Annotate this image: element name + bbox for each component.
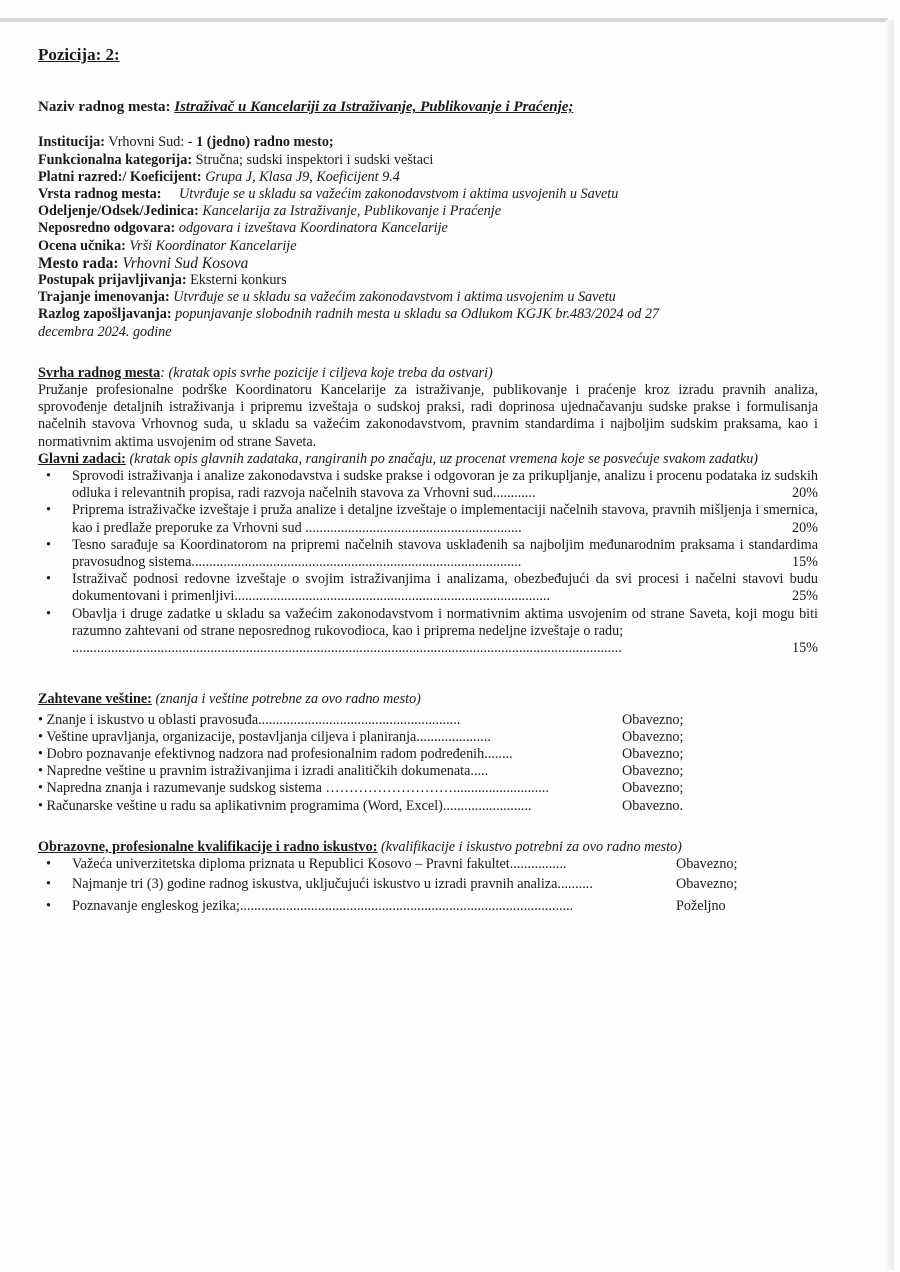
skills-section — [38, 691, 818, 814]
job-type-label: Vrsta radnog mesta: — [38, 186, 162, 203]
skill-item — [38, 746, 818, 763]
procedure-row — [38, 272, 818, 289]
reports-to-label: Neposredno odgovara: — [38, 220, 176, 237]
skill-text: • Napredna znanja i razumevanje sudskog sistema ………………………........................... — [38, 780, 549, 797]
bullet-icon: • — [46, 502, 51, 519]
qualifications-list — [38, 856, 818, 916]
institution-label: Institucija: — [38, 134, 105, 151]
pay-grade-row — [38, 169, 818, 186]
qualification-item — [38, 876, 818, 893]
functional-category-detail: sudski inspektori i sudski veštaci — [246, 151, 434, 168]
skill-text: • Veštine upravljanja, organizacije, postavljanja ciljeva i planiranja..................... — [38, 728, 491, 745]
job-type-value: Utvrđuje se u skladu sa važećim zakonodavstvom i aktima usvojenih u Savetu — [179, 186, 619, 203]
qualification-text: Najmanje tri (3) godine radnog iskustva, uključujući iskustvo u izradi pravnih analiza.......... — [72, 876, 593, 893]
location-row — [38, 255, 818, 272]
skill-text: • Napredne veštine u pravnim istraživanjima i izradi analitičkih dokumenata..... — [38, 763, 489, 780]
skill-status: Obavezno; — [622, 745, 684, 762]
location-value: Vrhovni Sud Kosova — [122, 254, 249, 272]
skills-title: Zahtevane veštine: — [38, 691, 152, 708]
document-content — [38, 36, 818, 916]
task-percent: 20% — [791, 519, 818, 536]
task-text: Istraživač podnosi redovne izveštaje o svojim istraživanjima i analizama, obezbeđujući da svi procesi i načelni stavovi budu dokumentovani i primenljivi......................................................................................... — [72, 571, 818, 605]
skill-item — [38, 729, 818, 746]
task-item — [38, 571, 818, 605]
task-dot-leader: ........................................................................................................................................................... — [72, 640, 622, 657]
scan-top-border — [0, 18, 888, 22]
job-title-value: Istraživač u Kancelariji za Istraživanje, Publikovanje i Praćenje; — [174, 99, 574, 116]
qualification-text: Poznavanje engleskog jezika;.............................................................................................. — [72, 898, 574, 915]
skill-item — [38, 712, 818, 729]
task-percent: 15% — [791, 554, 818, 571]
tasks-section — [38, 451, 818, 657]
bullet-icon: • — [46, 855, 51, 872]
institution-value: Vrhovni Sud: - — [108, 134, 193, 151]
task-text: Priprema istraživačke izveštaje i pruža analize i detaljne izveštaje o implementaciji načelnih stavova, pravnih mišljenja i smernica, kao i predlaže preporuke za Vrhovni sud ............................................................. — [72, 502, 818, 536]
skill-text: • Računarske veštine u radu sa aplikativnim programima (Word, Excel)......................... — [38, 797, 532, 814]
reason-value: popunjavanje slobodnih radnih mesta u skladu sa Odlukom KGJK br.483/2024 od 27 — [175, 306, 660, 323]
pay-grade-value: Grupa J, Klasa J9, Koeficijent 9.4 — [205, 168, 400, 185]
qualification-item — [38, 898, 818, 915]
qualification-status: Obavezno; — [676, 855, 738, 872]
task-text: Obavlja i druge zadatke u skladu sa važećim zakonodavstvom i normativnim aktima usvojenim od strane Saveta, koji mogu biti razumno zahtevani od strane neposrednog rukovodioca, kao i priprema nedeljne izveštaje o radu; — [72, 605, 818, 639]
purpose-note: (kratak opis svrhe pozicije i ciljeva koje treba da ostvari) — [168, 364, 493, 381]
qualification-item — [38, 856, 818, 873]
duration-value: Utvrđuje se u skladu sa važećim zakonodavstvom i aktima usvojenim u Savetu — [173, 289, 616, 306]
purpose-header — [38, 365, 818, 382]
purpose-title: Svrha radnog mesta — [38, 364, 161, 381]
department-value: Kancelarija za Istraživanje, Publikovanje i Praćenje — [202, 203, 502, 220]
reason-value-continued: decembra 2024. godine — [38, 323, 172, 340]
skill-item — [38, 763, 818, 780]
skill-text: • Dobro poznavanje efektivnog nadzora nad profesionalnim radom podređenih........ — [38, 745, 513, 762]
qualification-status: Obavezno; — [676, 876, 738, 893]
skills-note: (znanja i veštine potrebne za ovo radno mesto) — [155, 691, 421, 708]
bullet-icon: • — [46, 876, 51, 893]
skill-item — [38, 798, 818, 815]
duration-label: Trajanje imenovanja: — [38, 289, 170, 306]
skill-status: Obavezno; — [622, 711, 684, 728]
task-item — [38, 468, 818, 502]
evaluation-label: Ocena učnika: — [38, 237, 126, 254]
qualification-status: Poželjno — [676, 898, 726, 915]
job-title-label: Naziv radnog mesta: — [38, 99, 171, 116]
qualifications-header — [38, 839, 818, 856]
purpose-colon: : — [160, 364, 165, 381]
reason-row — [38, 306, 818, 340]
task-percent: 25% — [791, 588, 818, 605]
department-label: Odeljenje/Odsek/Jedinica: — [38, 203, 199, 220]
task-text: Tesno sarađuje sa Koordinatorom na pripremi načelnih stavova usklađenih sa najboljim međunarodnim praksama i standardima pravosudnog sistema............................................................................................. — [72, 536, 818, 571]
bullet-icon: • — [46, 536, 51, 553]
reason-label: Razlog zapošljavanja: — [38, 306, 172, 323]
procedure-label: Postupak prijavljivanja: — [38, 272, 187, 289]
bullet-icon: • — [46, 898, 51, 915]
functional-category-label: Funkcionalna kategorija: — [38, 151, 193, 168]
position-heading: Pozicija: 2: — [38, 45, 120, 64]
qualifications-title: Obrazovne, profesionalne kvalifikacije i radno iskustvo: — [38, 838, 378, 855]
institution-count: 1 (jedno) radno mesto; — [196, 134, 334, 151]
job-title-line — [38, 99, 818, 116]
skill-text: • Znanje i iskustvo u oblasti pravosuđa......................................................... — [38, 711, 461, 728]
duration-row — [38, 289, 818, 306]
bullet-icon: • — [46, 468, 51, 485]
skill-status: Obavezno; — [622, 728, 684, 745]
bullet-icon: • — [46, 605, 51, 622]
task-item — [38, 537, 818, 571]
tasks-title: Glavni zadaci: — [38, 450, 126, 467]
reports-to-value: odgovara i izveštava Koordinatora Kancelarije — [178, 220, 448, 237]
bullet-icon: • — [46, 571, 51, 588]
evaluation-row — [38, 238, 818, 255]
skill-status: Obavezno; — [622, 780, 684, 797]
task-item — [38, 606, 818, 658]
tasks-header — [38, 451, 818, 468]
procedure-value: Eksterni konkurs — [190, 272, 287, 289]
purpose-text: Pružanje profesionalne podrške Koordinatoru Kancelarije za istraživanje, publikovanje i praćenje kroz izradu pravnih analiza, sprovođenje detaljnih istraživanja i pripremu izveštaja o sudskoj praksi, radi doprinosa ujednačavanju sudske prakse i formulisanja načelnih stavova Vrhovnog suda, u skladu sa važećim zakonodavstvom, pravnim standardima i najboljim sudskim praksama, kao i normativnim aktima usvojenim od strane Saveta. — [38, 382, 818, 450]
pay-grade-label: Platni razred:/ Koeficijent: — [38, 168, 202, 185]
skills-list — [38, 712, 818, 815]
qualifications-section — [38, 839, 818, 916]
purpose-section — [38, 365, 818, 451]
functional-category-row — [38, 152, 818, 169]
job-type-row — [38, 186, 818, 203]
institution-row — [38, 134, 818, 151]
job-info-block — [38, 134, 818, 340]
skill-item — [38, 780, 818, 797]
skill-status: Obavezno. — [622, 797, 684, 814]
skill-status: Obavezno; — [622, 763, 684, 780]
tasks-list — [38, 468, 818, 657]
task-percent: 20% — [791, 485, 818, 502]
tasks-note: (kratak opis glavnih zadataka, rangiranih po značaju, uz procenat vremena koje se posvećuje svakom zadatku) — [129, 450, 759, 467]
qualification-text: Važeća univerzitetska diploma priznata u Republici Kosovo – Pravni fakultet................ — [72, 855, 567, 872]
qualifications-note: (kvalifikacije i iskustvo potrebni za ovo radno mesto) — [381, 838, 682, 855]
task-text: Sprovodi istraživanja i analize zakonodavstva i sudske prakse i odgovoran je za prikupljanje, analizu i procenu podataka iz sudskih odluka i relevantnih propisa, radi razvoja načelnih stavova za Vrhovni sud............ — [72, 468, 818, 502]
task-last-line — [72, 640, 818, 657]
department-row — [38, 203, 818, 220]
evaluation-value: Vrši Koordinator Kancelarije — [129, 237, 297, 254]
location-label: Mesto rada: — [38, 254, 119, 272]
task-percent: 15% — [791, 640, 818, 657]
scan-right-edge — [886, 20, 894, 1270]
skills-header — [38, 691, 818, 708]
functional-category-value: Stručna; — [195, 151, 243, 168]
reports-to-row — [38, 220, 818, 237]
task-item — [38, 502, 818, 536]
